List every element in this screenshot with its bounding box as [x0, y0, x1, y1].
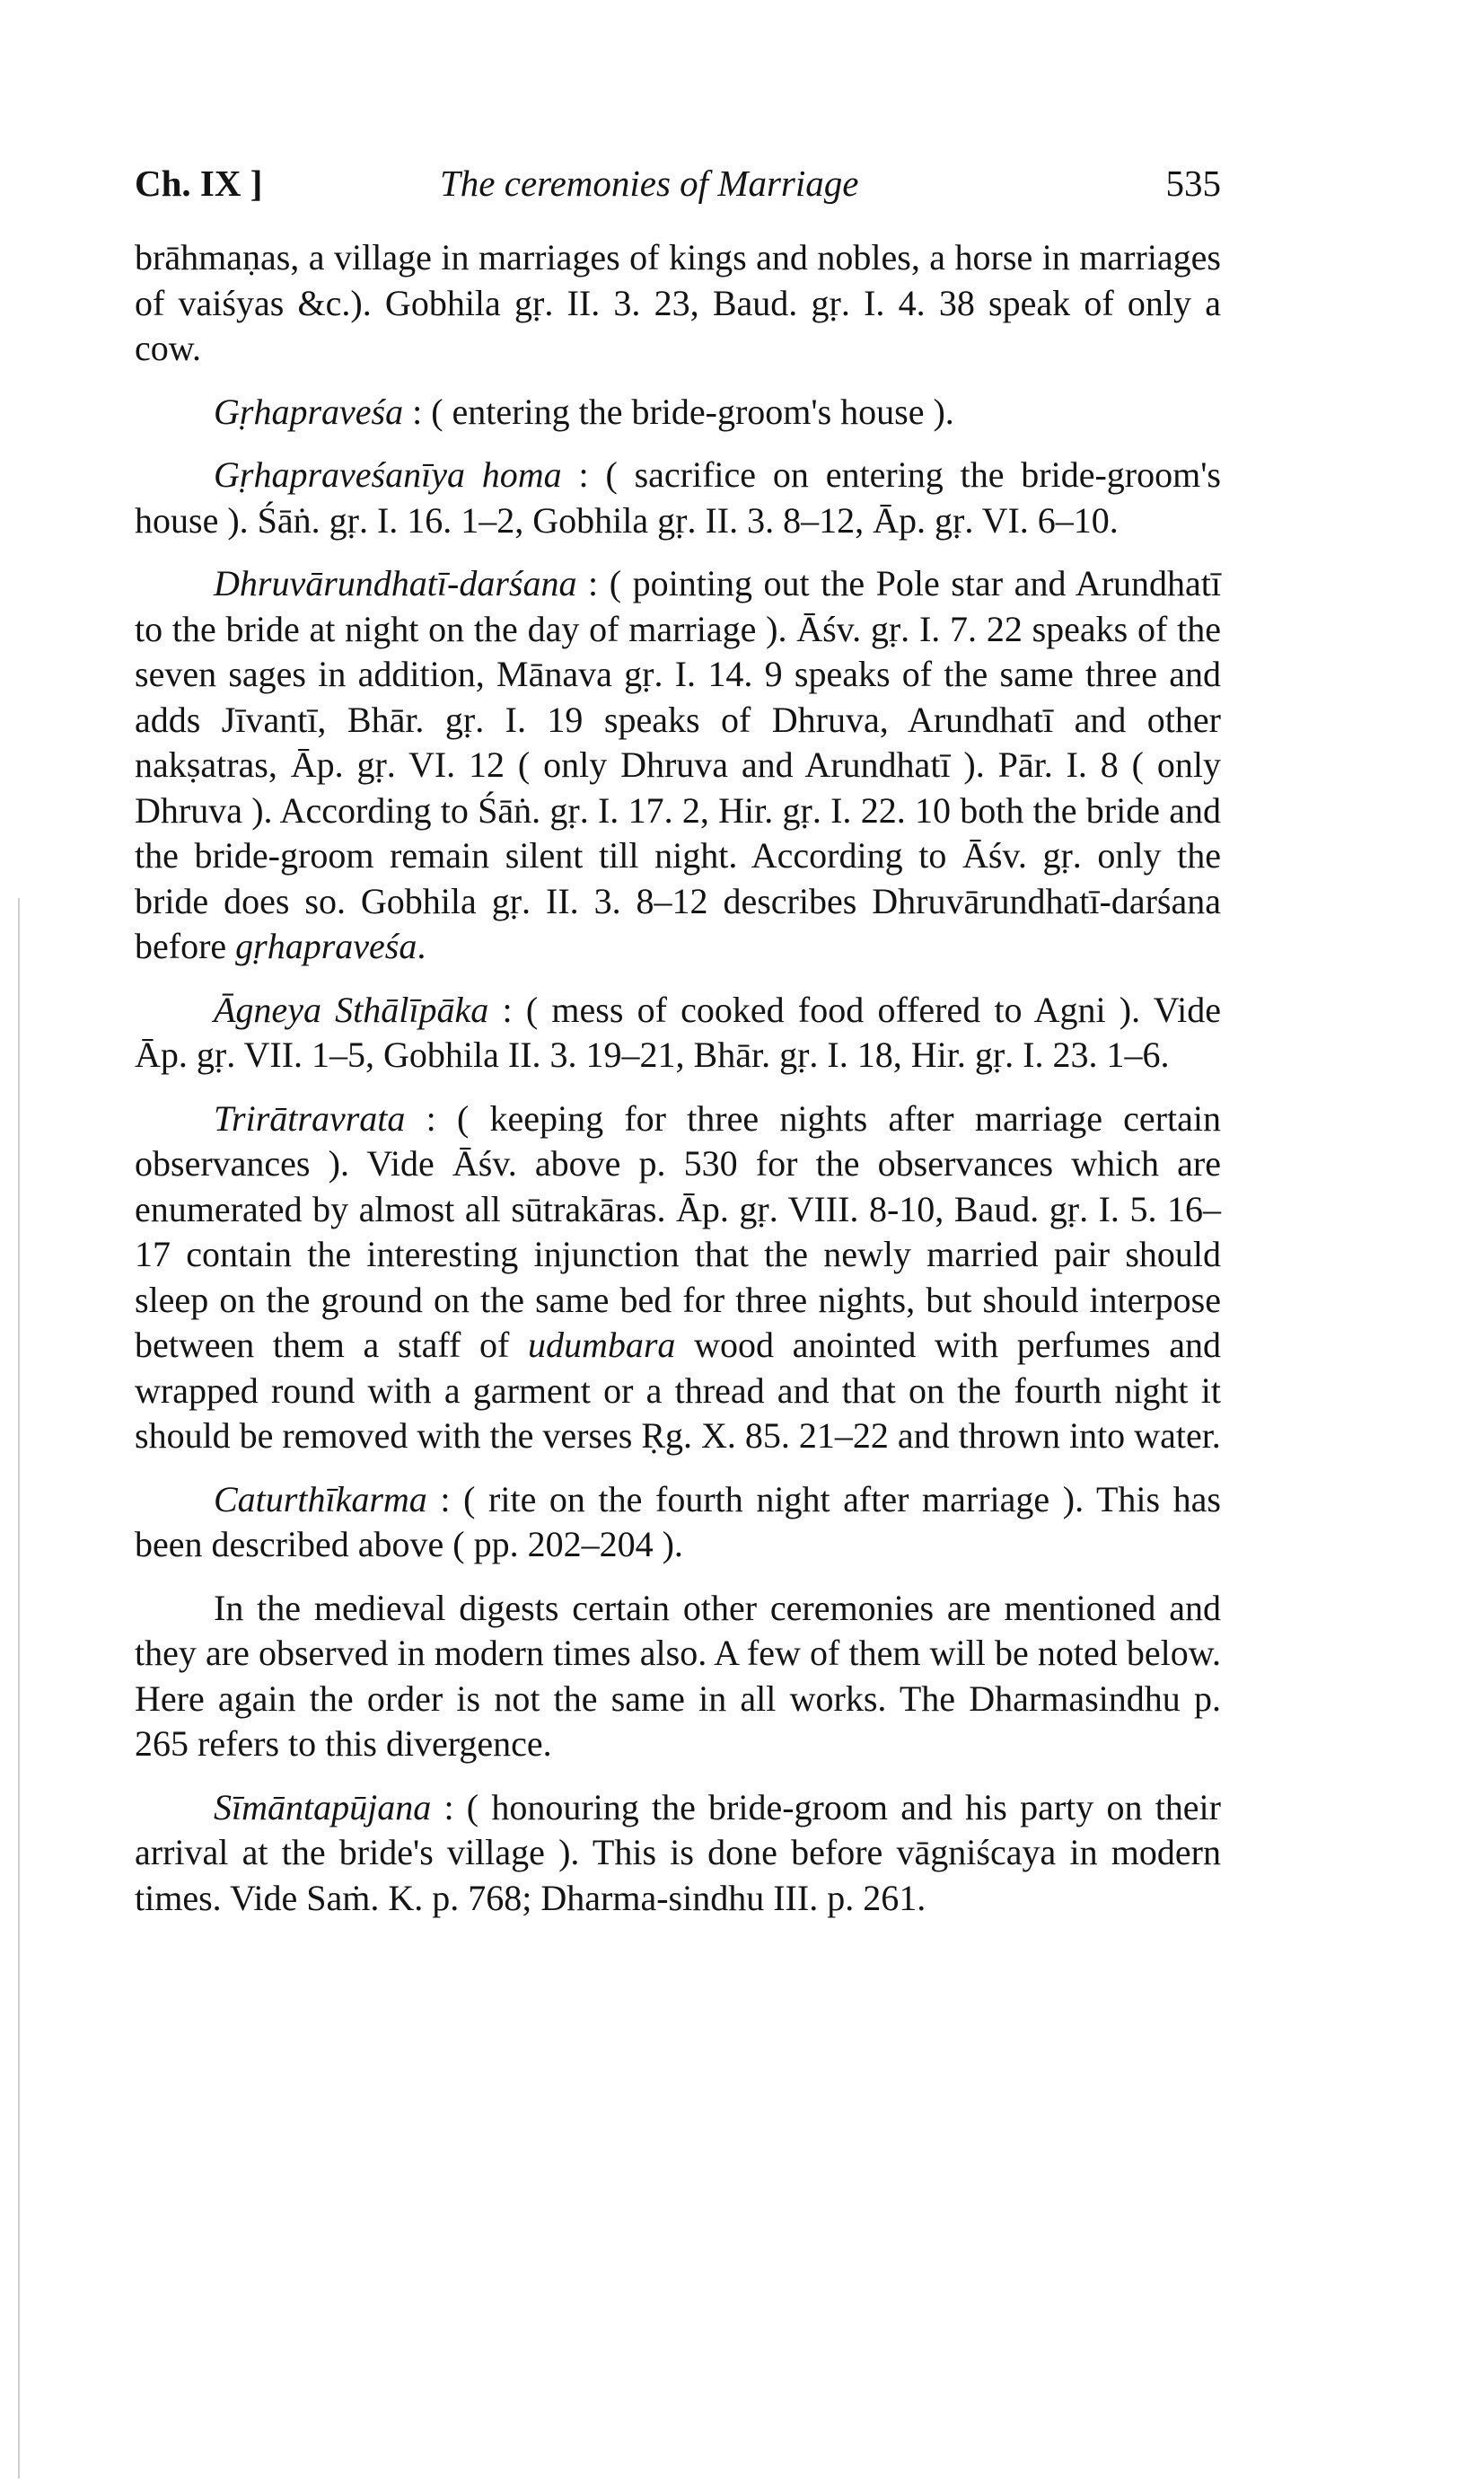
term-heading: Sīmāntapūjana	[214, 1786, 432, 1827]
paragraph-text: : ( honouring the bride-groom and his party on their arrival at the bride's village ). This is done before vāgniścaya in modern times. Vide Saṁ. K. p. 768; Dharma-sindhu III. p. 261.	[135, 1786, 1221, 1918]
paragraph-text: brāhmaṇas, a village in marriages of kings and nobles, a horse in marriages of vaiśyas &c.). Gobhila gṛ. II. 3. 23, Baud. gṛ. I. 4. 38 speak of only a cow.	[135, 237, 1221, 368]
paragraph-dhruvarundhati-darsana	[135, 561, 1221, 970]
italic-term: gṛhapraveśa	[235, 926, 417, 966]
paragraph-text: : ( keeping for three nights after marriage certain observances ). Vide Āśv. above p. 530 for the observances which are enumerated by almost all sūtrakāras. Āp. gṛ. VIII. 8-10, Baud. gṛ. I. 5. 16–17 contain the interesting injunction that the newly married pair should sleep on the ground on the same bed for three nights, but should interpose between them a staff of	[135, 1097, 1221, 1365]
paragraph-text: : ( rite on the fourth night after marriage ). This has been described above ( pp. 202–204 ).	[135, 1478, 1221, 1564]
paragraph-text: : ( entering the bride-groom's house ).	[412, 391, 954, 432]
paragraph-text-end: wood anointed with perfumes and wrapped round with a garment or a thread and that on the fourth night it should be removed with the verses Ṛg. X. 85. 21–22 and thrown into water.	[135, 1325, 1221, 1456]
running-header	[135, 162, 1221, 216]
term-heading: Trirātravrata	[214, 1097, 406, 1139]
page-number: 535	[1165, 163, 1221, 204]
paragraph-text: : ( sacrifice on entering the bride-groom's house ). Śāṅ. gṛ. I. 16. 1–2, Gobhila gṛ. II. 3. 8–12, Āp. gṛ. VI. 6–10.	[135, 454, 1221, 541]
running-title: The ceremonies of Marriage	[440, 163, 859, 204]
scan-edge-line	[18, 898, 20, 2479]
paragraph-agneya-sthalipaka	[135, 988, 1221, 1079]
term-heading: Gṛhapraveśa	[214, 391, 404, 432]
paragraph-grhapravesa	[135, 390, 1221, 436]
paragraph-text: In the medieval digests certain other ceremonies are mentioned and they are observed in modern times also. A few of them will be noted below. Here again the order is not the same in all works. The Dharmasindhu p. 265 refers to this divergence.	[135, 1587, 1221, 1764]
body-text	[135, 235, 1221, 1939]
paragraph-text: : ( pointing out the Pole star and Arundhatī to the bride at night on the day of marriage ). Āśv. gṛ. I. 7. 22 speaks of the seven sages in addition, Mānava gṛ. I. 14. 9 speaks of the same three and adds Jīvantī, Bhār. gṛ. I. 19 speaks of Dhruva, Arundhatī and other nakṣatras, Āp. gṛ. VI. 12 ( only Dhruva and Arundhatī ). Pār. I. 8 ( only Dhruva ). According to Śāṅ. gṛ. I. 17. 2, Hir. gṛ. I. 22. 10 both the bride and the bride-groom remain silent till night. According to Āśv. gṛ. only the bride does so. Gobhila gṛ. II. 3. 8–12 describes Dhruvārundhatī-darśana before	[135, 563, 1221, 966]
term-heading: Gṛhapraveśanīya homa	[214, 454, 562, 495]
term-heading: Āgneya Sthālīpāka	[214, 989, 489, 1030]
paragraph-caturthikarma	[135, 1477, 1221, 1568]
paragraph-continuation	[135, 235, 1221, 372]
term-heading: Caturthīkarma	[214, 1478, 427, 1519]
paragraph-medieval-digests	[135, 1586, 1221, 1767]
paragraph-triratravrata	[135, 1096, 1221, 1459]
paragraph-text-end: .	[417, 926, 426, 966]
term-heading: Dhruvārundhatī-darśana	[214, 563, 577, 603]
paragraph-text: : ( mess of cooked food offered to Agni ). Vide Āp. gṛ. VII. 1–5, Gobhila II. 3. 19–21, Bhār. gṛ. I. 18, Hir. gṛ. I. 23. 1–6.	[135, 989, 1221, 1075]
italic-term: udumbara	[527, 1325, 676, 1365]
paragraph-simantapujana	[135, 1785, 1221, 1922]
chapter-label: Ch. IX ]	[135, 163, 263, 204]
paragraph-grhapravesaniya-homa	[135, 453, 1221, 543]
